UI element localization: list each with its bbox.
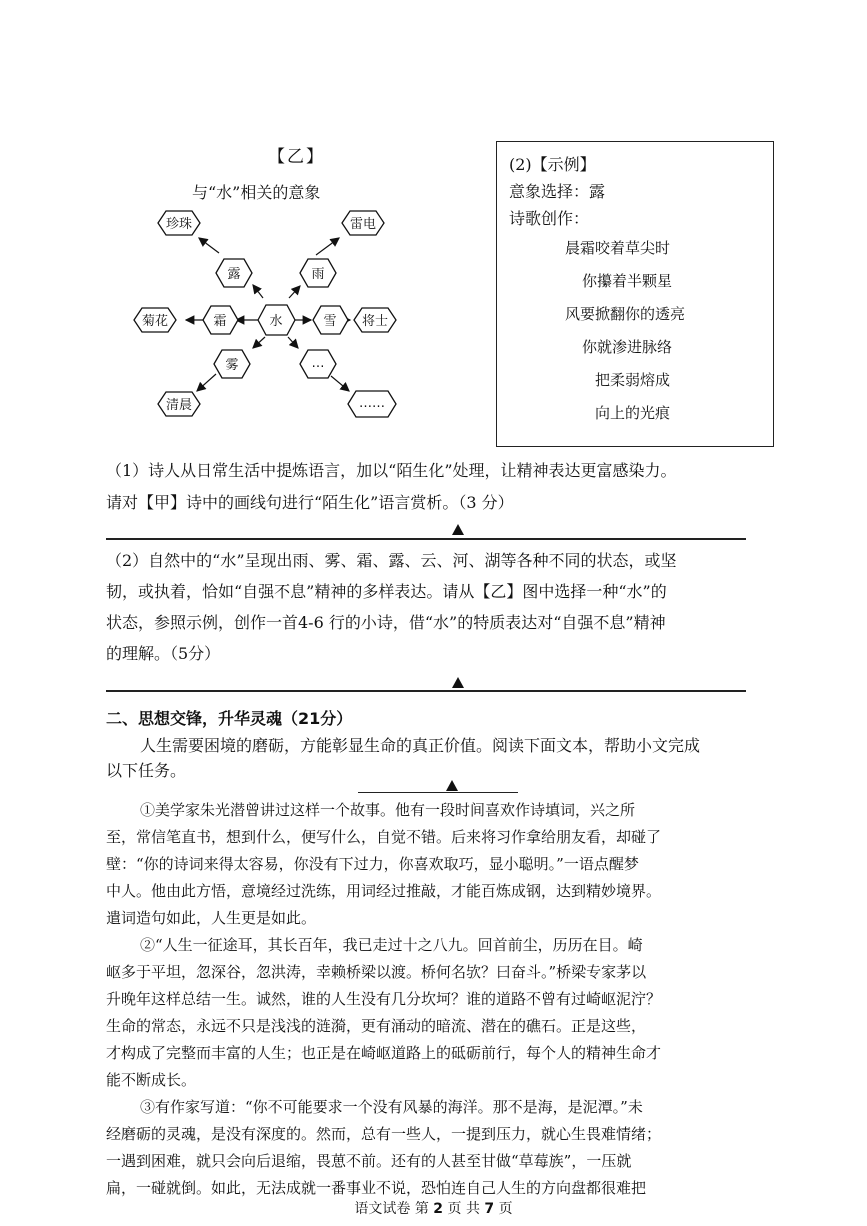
poem-line: 风要掀翻你的透亮	[565, 305, 686, 323]
node-jiangshi	[354, 308, 396, 332]
q1-answer-mark	[452, 524, 464, 535]
q2-line-4: 的理解。（5分）	[106, 644, 221, 663]
text-line: 经磨砺的灵魂，是没有深度的。然而，总有一些人，一提到压力，就心生畏难情绪；	[106, 1125, 662, 1143]
node-shuang	[203, 306, 238, 334]
text-line: 壁：“你的诗词来得太容易，你没有下过力，你喜欢取巧，显小聪明。”一语点醒梦	[106, 855, 639, 873]
text-line: ③有作家写道：“你不可能要求一个没有风暴的海洋。那不是海，是泥潭。”未	[140, 1098, 643, 1116]
node-dots2-label: ……	[359, 396, 385, 411]
text-line: 生命的常态，永远不只是浅浅的涟漪，更有涌动的暗流、潜在的礁石。正是这些，	[106, 1017, 647, 1035]
q1-answer-line[interactable]	[106, 538, 746, 540]
title-blank-line[interactable]	[358, 792, 518, 793]
footer-page-number: 2	[433, 1201, 444, 1217]
node-wu	[214, 350, 250, 378]
node-zhenzhu	[158, 211, 200, 235]
section-intro-1: 人生需要困境的磨砺，方能彰显生命的真正价值。阅读下面文本，帮助小文完成	[140, 736, 701, 755]
page-footer	[0, 1198, 867, 1218]
q2-line-3: 状态，参照示例，创作一首4-6 行的小诗，借“水”的特质表达对“自强不息”精神	[106, 613, 666, 632]
node-juhua	[134, 308, 176, 332]
text-line: 才构成了完整而丰富的人生；也正是在崎岖道路上的砥砺前行，每个人的精神生命才	[106, 1044, 662, 1062]
node-water-center-label: 水	[269, 314, 283, 329]
node-lu-label: 露	[227, 267, 241, 282]
section-heading: 二、思想交锋，升华灵魂（21分）	[106, 709, 353, 728]
node-dots2	[348, 391, 396, 417]
node-zhenzhu-label: 珍珠	[165, 217, 193, 232]
water-imagery-diagram	[120, 205, 410, 425]
node-lu	[216, 259, 252, 287]
footer-total-pages: 7	[484, 1201, 495, 1217]
footer-mid: 页 共	[447, 1201, 480, 1217]
node-xue-label: 雪	[323, 314, 337, 329]
node-wu-label: 雾	[225, 358, 239, 373]
example-creation: 诗歌创作：	[509, 209, 590, 228]
example-box	[496, 141, 774, 447]
text-line: 岖多于平坦，忽深谷，忽洪涛，幸赖桥梁以渡。桥何名欤？曰奋斗。”桥梁专家茅以	[106, 963, 647, 981]
text-line: ①美学家朱光潜曾讲过这样一个故事。他有一段时间喜欢作诗填词，兴之所	[140, 801, 636, 819]
node-shuang-label: 霜	[213, 314, 227, 329]
node-juhua-label: 菊花	[141, 314, 169, 329]
node-yu-label: 雨	[311, 267, 325, 282]
text-line: ②“人生一征途耳，其长百年，我已走过十之八九。回首前尘，历历在目。崎	[140, 936, 643, 954]
node-water-center	[258, 305, 295, 335]
q2-line-2: 韧，或执着，恰如“自强不息”精神的多样表达。请从【乙】图中选择一种“水”的	[106, 582, 667, 601]
text-line: 扁，一碰就倒。如此，无法成就一番事业不说，恐怕连自己人生的方向盘都很难把	[106, 1179, 647, 1197]
example-heading: (2)【示例】	[509, 155, 596, 174]
q2-answer-line[interactable]	[106, 690, 746, 692]
text-line: 一遇到困难，就只会向后退缩，畏葸不前。还有的人甚至甘做“草莓族”，一压就	[106, 1152, 632, 1170]
diagram-title: 【乙】	[268, 147, 325, 167]
q1-line-1: （1）诗人从日常生活中提炼语言，加以“陌生化”处理，让精神表达更富感染力。	[106, 461, 677, 480]
node-leidian-label: 雷电	[349, 217, 377, 232]
q1-line-2: 请对【甲】诗中的画线句进行“陌生化”语言赏析。（3 分）	[106, 493, 514, 512]
footer-suffix: 页	[498, 1201, 513, 1217]
section-intro-2: 以下任务。	[106, 761, 187, 780]
node-yu	[300, 259, 336, 287]
q2-line-1: （2）自然中的“水”呈现出雨、雾、霜、露、云、河、湖等各种不同的状态，或坚	[106, 551, 677, 570]
node-dots1-label: …	[311, 356, 325, 371]
diagram-subtitle: 与“水”相关的意象	[192, 183, 321, 202]
example-choice: 意象选择：露	[509, 182, 606, 201]
node-leidian	[342, 211, 384, 235]
text-line: 中人。他由此方悟，意境经过洗练，用词经过推敲，才能百炼成钢，达到精妙境界。	[106, 882, 662, 900]
text-line: 能不断成长。	[106, 1071, 197, 1089]
poem-line: 你攥着半颗星	[582, 272, 673, 290]
text-line: 至，常信笔直书，想到什么，便写什么，自觉不错。后来将习作拿给朋友看，却碰了	[106, 828, 662, 846]
text-line: 升晚年这样总结一生。诚然，谁的人生没有几分坎坷？谁的道路不曾有过崎岖泥泞？	[106, 990, 662, 1008]
text-line: 遣词造句如此，人生更是如此。	[106, 909, 317, 927]
node-dots1	[300, 350, 336, 378]
node-jiangshi-label: 将士	[361, 314, 389, 329]
poem-line: 向上的光痕	[595, 404, 671, 422]
footer-prefix: 语文试卷 第	[354, 1201, 429, 1217]
poem-line: 你就渗进脉络	[582, 338, 673, 356]
title-blank-mark	[446, 780, 458, 791]
poem-line: 把柔弱熔成	[595, 371, 671, 389]
node-qingchen-label: 清晨	[165, 398, 193, 413]
node-xue	[313, 306, 348, 334]
poem-line: 晨霜咬着草尖时	[565, 239, 671, 257]
node-qingchen	[158, 392, 200, 416]
q2-answer-mark	[452, 677, 464, 688]
